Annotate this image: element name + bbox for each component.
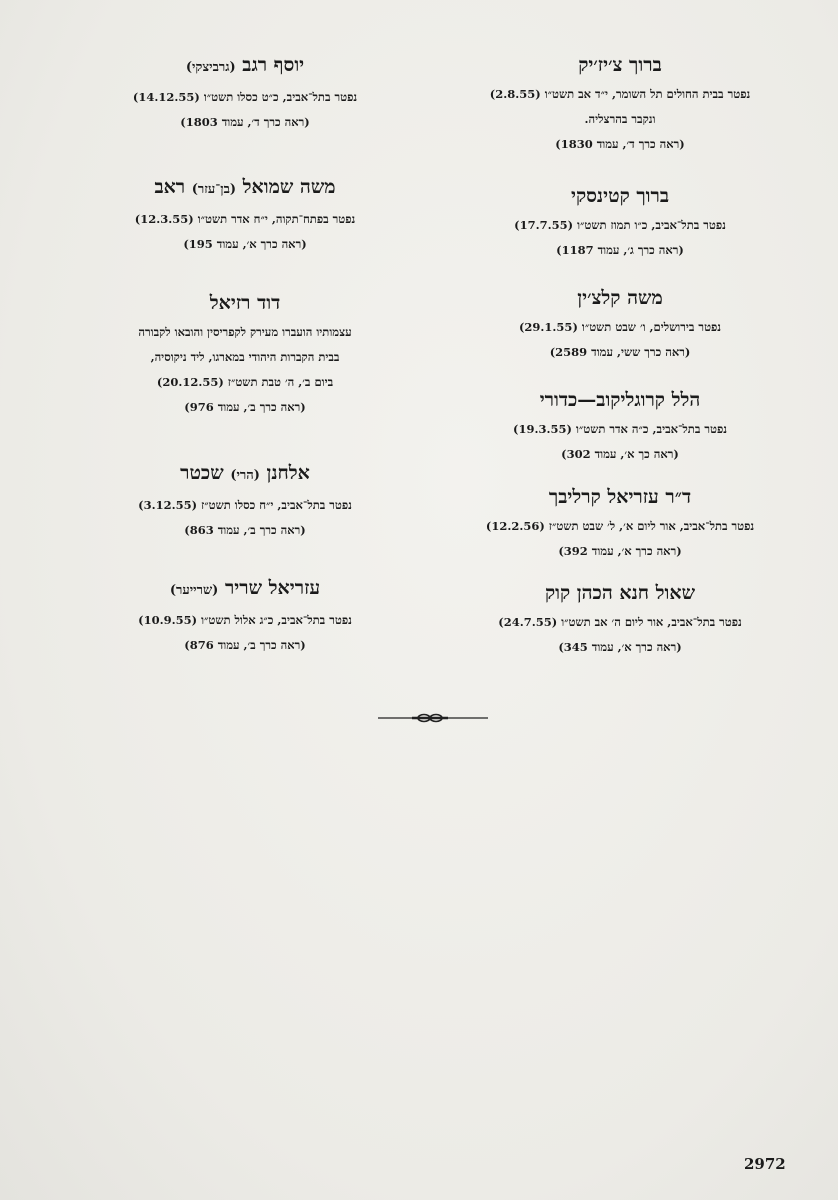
entry-right-5 — [440, 484, 800, 561]
entry-right-1 — [440, 52, 800, 154]
entry-reference: (ראה כרך ב׳, עמוד 863) — [184, 523, 306, 537]
entry-line: נפטר בתל־אביב, כ״ט כסלו תשט״ו (14.12.55) — [132, 90, 358, 104]
entry-name: הלל קרוגליקוב—כדורי — [539, 389, 701, 411]
entry-name: שאול חנא הכהן קוק — [544, 582, 696, 604]
entry-name: ד״ר עזריאל קרליבך — [548, 486, 692, 508]
entry-name: ברוך צ׳יז׳יק — [578, 54, 662, 76]
entry-line: נפטר בירושלים, ו׳ שבט תשט״ו (29.1.55) — [518, 320, 722, 334]
ornament-divider-icon — [378, 710, 488, 726]
entry-alias: (גרביצקי) — [185, 60, 236, 75]
entry-name: משה קלצ׳ין — [577, 287, 663, 309]
entry-name: יוסף רגב (גרביצקי) — [185, 54, 305, 76]
entry-line: נפטר בפתח־תקוה, י״ח אדר תשט״ו (12.3.55) — [134, 212, 356, 226]
entry-line: נפטר בתל־אביב, אור ליום ה׳ אב תשט״ו (24.7.55) — [498, 615, 742, 629]
entry-alias: (בן־עזר) — [191, 182, 236, 197]
entry-right-6 — [440, 580, 800, 657]
entry-reference: (ראה כרך א׳, עמוד 392) — [558, 544, 682, 558]
entry-line: נפטר בתל־אביב, כ״ה אדר תשט״ו (19.3.55) — [513, 422, 727, 436]
entry-left-5 — [70, 575, 420, 655]
page-number: 2972 — [744, 1155, 786, 1173]
entry-alias: (שרייער) — [169, 583, 219, 598]
entry-left-3 — [70, 290, 420, 417]
entry-reference: (ראה כרך ב׳, עמוד 876) — [184, 638, 306, 652]
entry-name: משה שמואל (בן־עזר) ראב — [154, 176, 336, 198]
entry-name: ברוך קטינסקי — [570, 185, 670, 207]
entry-line: נפטר בבית החולים תל השומר, י״ד אב תשט״ו (2.8.55) — [489, 87, 751, 101]
entry-reference: (ראה כך א׳, עמוד 302) — [561, 447, 679, 461]
entry-left-2 — [70, 174, 420, 254]
entry-name: עזריאל שריר (שרייער) — [169, 577, 321, 599]
entry-right-2 — [440, 183, 800, 260]
entry-alias: (הרי) — [230, 468, 260, 483]
entry-reference: (ראה כרך ד׳, עמוד 1830) — [555, 137, 685, 151]
entry-line: עצמותיו הועברו מעירק לקפריסין והובאו לקבורה — [138, 325, 352, 339]
entry-name: דוד רזיאל — [209, 292, 281, 314]
entry-reference: (ראה כרך א׳, עמוד 345) — [558, 640, 682, 654]
entry-reference: (ראה כרך ד׳, עמוד 1803) — [180, 115, 310, 129]
entry-reference: (ראה כרך ששי, עמוד 2589) — [549, 345, 691, 359]
entry-right-4 — [440, 387, 800, 464]
entry-right-3 — [440, 285, 800, 362]
entry-line: נפטר בתל־אביב, אור ליום א׳, ל׳ שבט תשט״ז (12.2.56) — [485, 519, 755, 533]
entry-line: נפטר בתל־אביב, כ״ו תמוז תשט״ו (17.7.55) — [514, 218, 726, 232]
entry-line: ביום ב׳, ה׳ טבת תשט״ז (20.12.55) — [156, 375, 334, 389]
entry-left-1 — [70, 52, 420, 132]
entry-line: ונקבר בהרצליה. — [584, 112, 656, 126]
entry-reference: (ראה כרך ב׳, עמוד 976) — [184, 400, 306, 414]
entry-reference: (ראה כרך ג׳, עמוד 1187) — [556, 243, 684, 257]
entry-name: אלחנן (הרי) שכטר — [180, 462, 310, 484]
entry-left-4 — [70, 460, 420, 540]
entry-reference: (ראה כרך א׳, עמוד 195) — [183, 237, 307, 251]
entry-line: בבית הקברות היהודי במארגו, ליד ניקוסיה, — [150, 350, 340, 364]
entry-line: נפטר בתל־אביב, י״ח כסלו תשט״ז (3.12.55) — [138, 498, 352, 512]
entry-line: נפטר בתל־אביב, כ״ג אלול תשט״ו (10.9.55) — [138, 613, 352, 627]
